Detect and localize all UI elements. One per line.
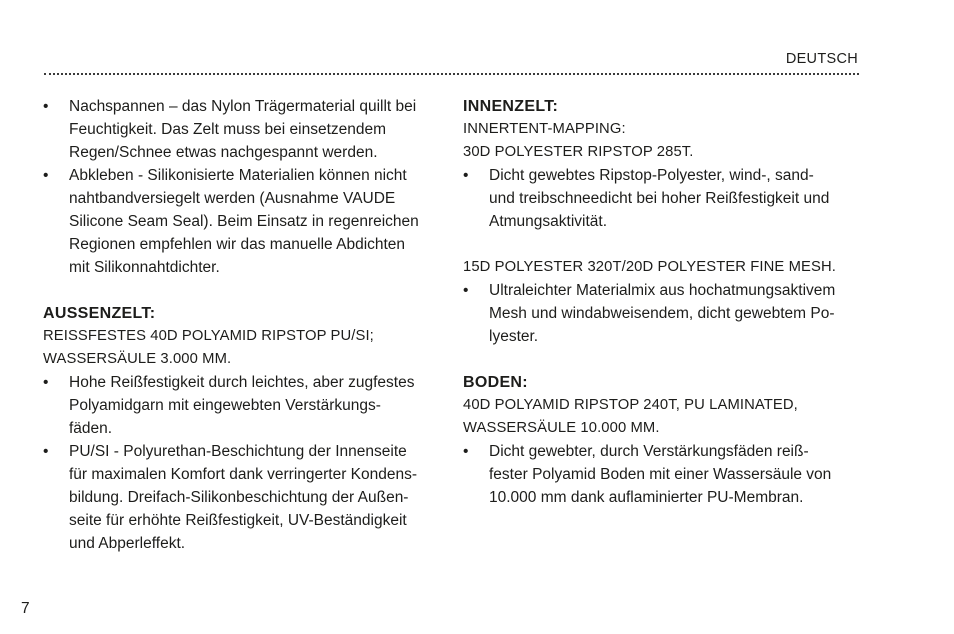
list-item-line: Nachspannen – das Nylon Trägermaterial quillt bei: [69, 98, 417, 115]
list-item-line: und treibschneedicht bei hoher Reißfestigkeit und: [489, 190, 830, 207]
spec-line: WASSERSÄULE 3.000 MM.: [43, 351, 232, 367]
list-item: [43, 95, 438, 164]
list-item-line: mit Silikonnahtdichter.: [69, 259, 220, 276]
bullet-icon: •: [463, 443, 469, 460]
bullet-icon: •: [43, 443, 49, 460]
aussenzelt-list: [43, 371, 438, 555]
spacer: [463, 233, 863, 256]
section-heading-boden: BODEN:: [463, 374, 528, 391]
list-item-line: nahtbandversiegelt werden (Ausnahme VAUDE: [69, 190, 396, 207]
section-heading-innenzelt: INNENZELT:: [463, 98, 559, 115]
list-item-line: bildung. Dreifach-Silikonbeschichtung der Außen-: [69, 489, 409, 506]
list-item-line: fester Polyamid Boden mit einer Wassersäule von: [489, 466, 832, 483]
list-item-line: fäden.: [69, 420, 113, 437]
spec-line: INNERTENT-MAPPING:: [463, 121, 626, 137]
list-item-line: Mesh und windabweisendem, dicht gewebtem Po-: [489, 305, 835, 322]
list-item-line: Ultraleichter Materialmix aus hochatmungsaktivem: [489, 282, 836, 299]
list-item-line: 10.000 mm dank auflaminierter PU-Membran.: [489, 489, 804, 506]
list-item-line: Silicone Seam Seal). Beim Einsatz in regenreichen: [69, 213, 419, 230]
list-item-line: Regionen empfehlen wir das manuelle Abdichten: [69, 236, 406, 253]
list-item-line: Regen/Schnee etwas nachgespannt werden.: [69, 144, 378, 161]
list-item-line: Feuchtigkeit. Das Zelt muss bei einsetzendem: [69, 121, 387, 138]
list-item-line: PU/SI - Polyurethan-Beschichtung der Innenseite: [69, 443, 407, 460]
list-item-line: Dicht gewebtes Ripstop-Polyester, wind-, sand-: [489, 167, 814, 184]
spacer: [43, 279, 438, 302]
bullet-icon: •: [43, 374, 49, 391]
spec-line: WASSERSÄULE 10.000 MM.: [463, 420, 660, 436]
section-heading-aussenzelt: AUSSENZELT:: [43, 305, 156, 322]
list-item-line: für maximalen Komfort dank verringerter Kondens-: [69, 466, 418, 483]
spec-line: REISSFESTES 40D POLYAMID RIPSTOP PU/SI;: [43, 328, 374, 344]
bullet-icon: •: [463, 167, 469, 184]
spec-line: 40D POLYAMID RIPSTOP 240T, PU LAMINATED,: [463, 397, 798, 413]
list-item: [463, 279, 863, 348]
innenzelt-list: [463, 164, 863, 233]
list-item-line: lyester.: [489, 328, 539, 345]
spec-line: 15D POLYESTER 320T/20D POLYESTER FINE MESH.: [463, 259, 836, 275]
page-number: 7: [21, 600, 30, 617]
list-item-line: Dicht gewebter, durch Verstärkungsfäden reiß-: [489, 443, 809, 460]
list-item: [43, 371, 438, 440]
innenzelt-mesh-list: [463, 279, 863, 348]
list-item-line: und Abperleffekt.: [69, 535, 186, 552]
left-column: [43, 95, 438, 555]
boden-list: [463, 440, 863, 509]
list-item-line: seite für erhöhte Reißfestigkeit, UV-Beständigkeit: [69, 512, 407, 529]
list-item-line: Abkleben - Silikonisierte Materialien können nicht: [69, 167, 407, 184]
bullet-icon: •: [43, 167, 49, 184]
list-item: [463, 164, 863, 233]
bullet-icon: •: [43, 98, 49, 115]
intro-list: [43, 95, 438, 279]
list-item: [43, 164, 438, 279]
spacer: [463, 348, 863, 371]
spec-line: 30D POLYESTER RIPSTOP 285T.: [463, 144, 694, 160]
list-item-line: Atmungsaktivität.: [489, 213, 608, 230]
list-item: [463, 440, 863, 509]
language-label: DEUTSCH: [785, 51, 858, 67]
list-item-line: Polyamidgarn mit eingewebten Verstärkungs-: [69, 397, 381, 414]
list-item-line: Hohe Reißfestigkeit durch leichtes, aber zugfestes: [69, 374, 415, 391]
dotted-divider: [44, 73, 859, 75]
list-item: [43, 440, 438, 555]
right-column: [463, 95, 863, 509]
bullet-icon: •: [463, 282, 469, 299]
